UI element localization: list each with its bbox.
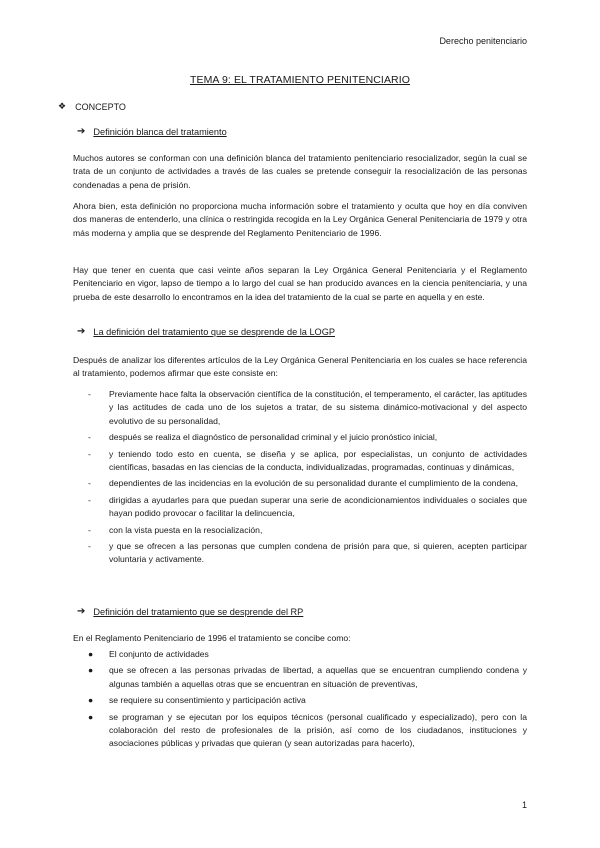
round-bullet: ● <box>88 695 94 706</box>
subheading-definicion-rp <box>77 606 303 617</box>
right-arrow-icon: ➔ <box>77 326 86 337</box>
subheading-definicion-logp <box>77 326 335 337</box>
subheading-label: La definición del tratamiento que se desprende de la LOGP <box>93 326 335 337</box>
dash-bullet: - <box>88 524 91 535</box>
paragraph-text: Después de analizar los diferentes artículos de la Ley Orgánica General Penitenciaria en los cuales se hace referencia al tratamiento, podemos afirmar que este consiste en: <box>73 355 527 379</box>
paragraph-text: En el Reglamento Penitenciario de 1996 el tratamiento se concibe como: <box>73 633 351 643</box>
section-heading-concepto <box>58 101 126 112</box>
section-label: CONCEPTO <box>75 101 126 112</box>
list-item: - Previamente hace falta la observación científica de la constitución, el temperamento, el carácter, las aptitudes y las actitudes de cada uno de los sujetos a tratar, de su sistema dinámico-motivacional y del aspecto evolutivo de su personalidad, <box>88 389 527 426</box>
list-item: ● se programan y se ejecutan por los equipos técnicos (personal cualificado y especializado), pero con la colaboración del resto de profesionales de la prisión, así como de los ciudadanos, instituciones y asociaciones públicas y privadas que quieran (y sean autorizadas para hacerlo), <box>88 711 527 749</box>
dash-bullet: - <box>88 541 91 552</box>
paragraph <box>73 264 527 304</box>
dash-bullet: - <box>88 448 91 459</box>
subheading-label: Definición del tratamiento que se desprende del RP <box>93 606 304 617</box>
list-item: ● se requiere su consentimiento y participación activa <box>88 694 527 707</box>
right-arrow-icon: ➔ <box>77 606 86 617</box>
paragraph-text: Hay que tener en cuenta que casi veinte años separan la Ley Orgánica General Penitenciaria y el Reglamento Penitenciario en vigor, lapso de tiempo a lo largo del cual se han producido avances en la ciencia penitenciaria, y una prueba de este desarrollo lo encontramos en la idea del tratamiento de la cual se parte en aquella y en este. <box>73 265 527 302</box>
round-bullet: ● <box>88 711 94 722</box>
round-bullet: ● <box>88 665 94 676</box>
list-item: - después se realiza el diagnóstico de personalidad criminal y el juicio pronóstico inicial, <box>88 431 527 444</box>
paragraph-text: Muchos autores se conforman con una definición blanca del tratamiento penitenciario resocializador, según la cual se trata de un conjunto de actividades a través de las cuales se pretende conseguir la resocialización de las personas condenadas a pena de prisión. <box>73 153 527 190</box>
dash-bullet: - <box>88 432 91 443</box>
list-item: - y que se ofrecen a las personas que cumplen condena de prisión para que, si quieren, acepten participar voluntaria y activamente. <box>88 541 527 565</box>
paragraph <box>73 200 527 240</box>
list-item: - y teniendo todo esto en cuenta, se diseña y se aplica, por especialistas, un conjunto de actividades científicas, basadas en las ciencias de la conducta, individualizadas, programadas, continuas y dinámicas, <box>88 448 527 473</box>
list-item: ● que se ofrecen a las personas privadas de libertad, a aquellas que se encuentran cumpliendo condena y algunas también a aquellas otras que se encuentran en situación de preventivas, <box>88 665 527 689</box>
page-number: 1 <box>521 800 527 810</box>
page-title: TEMA 9: EL TRATAMIENTO PENITENCIARIO <box>189 74 411 86</box>
logp-list <box>88 388 527 570</box>
dash-bullet: - <box>88 478 91 489</box>
dash-bullet: - <box>88 494 91 505</box>
rp-list <box>88 648 527 754</box>
paragraph <box>73 354 527 381</box>
paragraph <box>73 152 527 192</box>
round-bullet: ● <box>88 649 94 659</box>
list-item: - dependientes de las incidencias en la evolución de su personalidad durante el cumplimiento de la condena, <box>88 477 527 490</box>
running-header: Derecho penitenciario <box>439 36 527 46</box>
list-item: - con la vista puesta en la resocialización, <box>88 524 527 537</box>
subheading-label: Definición blanca del tratamiento <box>93 126 227 137</box>
paragraph-text: Ahora bien, esta definición no proporciona mucha información sobre el tratamiento y oculta que hoy en día conviven dos maneras de entenderlo, una clínica o restringida recogida en la Ley Orgánica General Penitenciaria de 1979 y otra más moderna y amplia que se desprende del Reglamento Penitenciario de 1996. <box>73 201 527 238</box>
list-item: - dirigidas a ayudarles para que puedan superar una serie de acondicionamientos individuales o sociales que hayan podido provocar o facilitar la delincuencia, <box>88 494 527 519</box>
subheading-definicion-blanca <box>77 126 227 137</box>
right-arrow-icon: ➔ <box>77 126 86 137</box>
diamond-bullet-icon: ❖ <box>58 101 67 111</box>
list-item: ● El conjunto de actividades <box>88 648 527 661</box>
dash-bullet: - <box>88 389 91 399</box>
paragraph <box>73 632 527 645</box>
